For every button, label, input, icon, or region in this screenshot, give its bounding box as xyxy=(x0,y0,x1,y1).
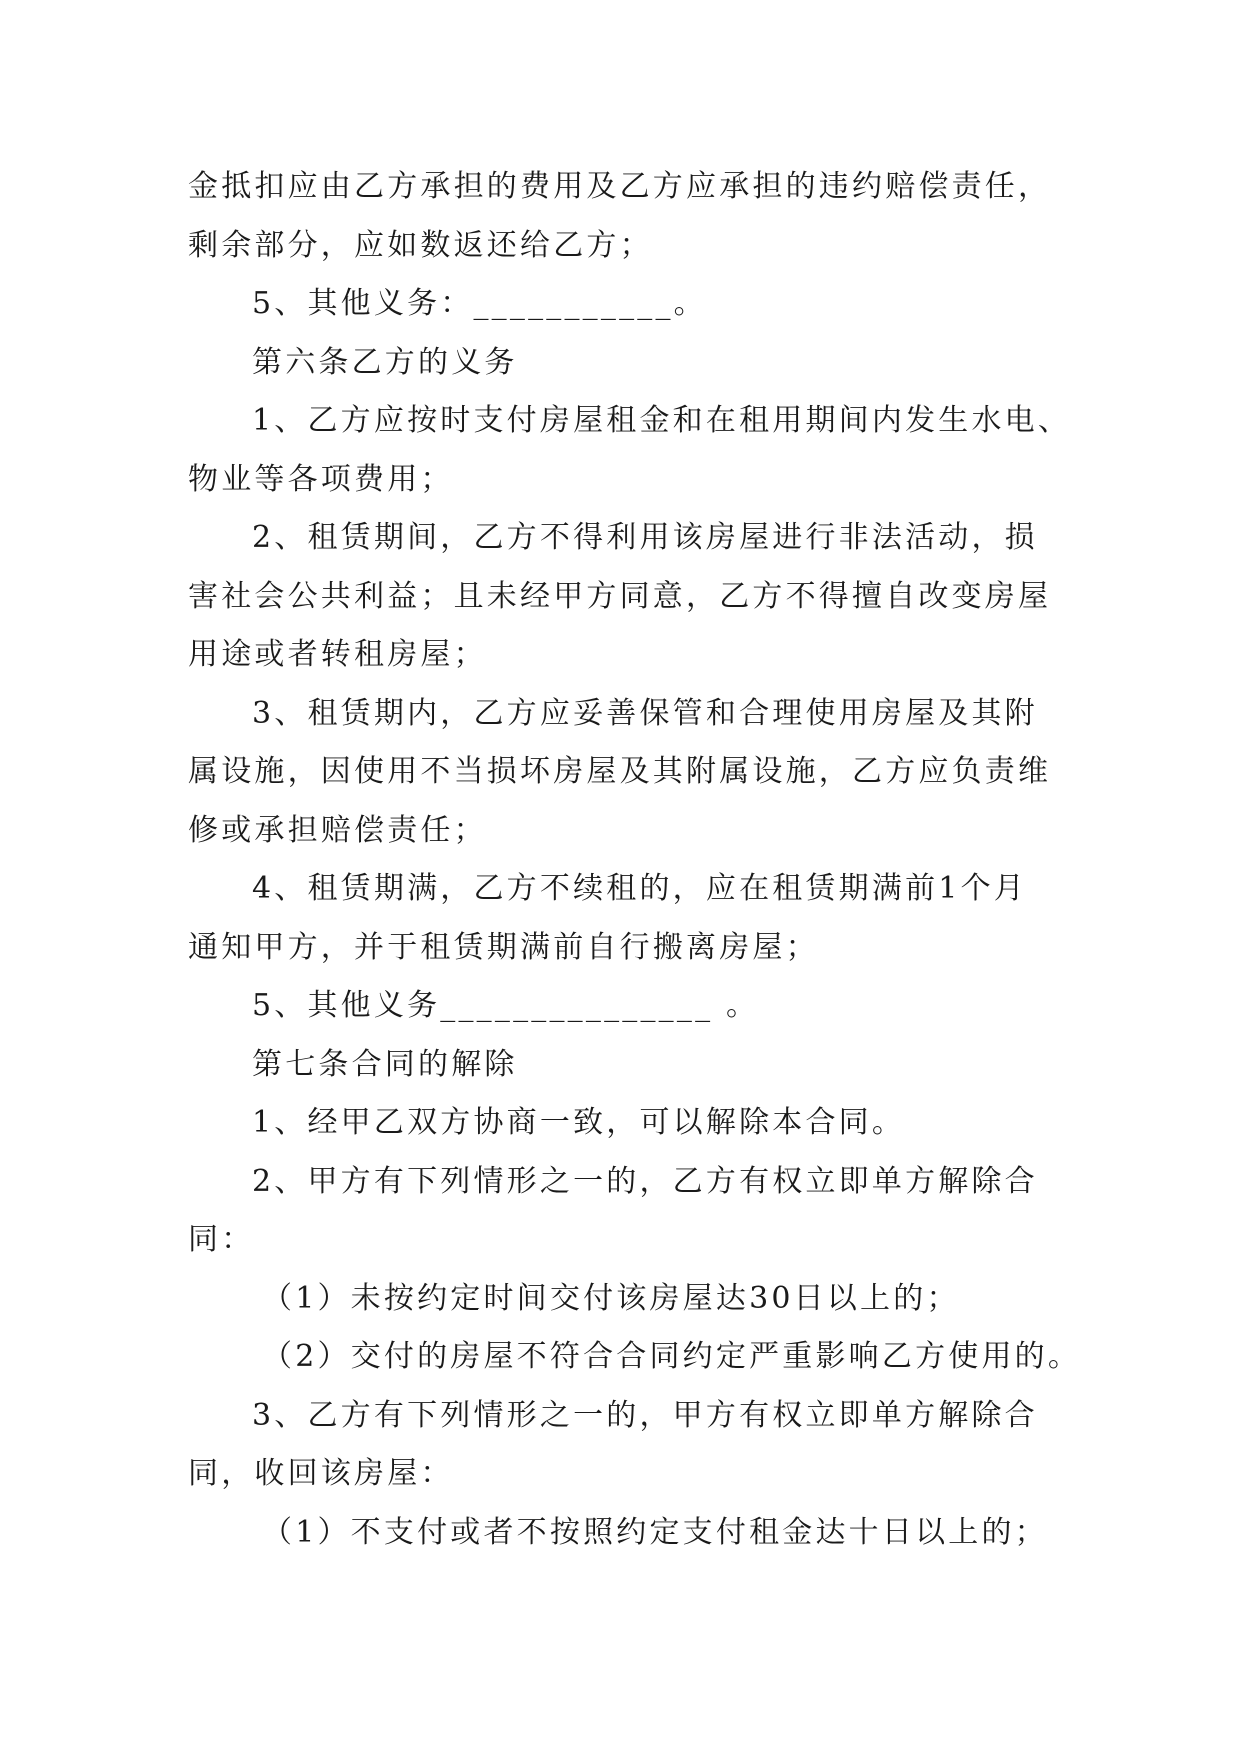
text-line: 1、经甲乙双方协商一致，可以解除本合同。 xyxy=(252,1105,906,1140)
section-heading: 第七条合同的解除 xyxy=(252,1046,518,1082)
text-line: 用途或者转租房屋； xyxy=(188,637,487,672)
text-line: 金抵扣应由乙方承担的费用及乙方应承担的违约赔偿责任， xyxy=(188,169,1052,204)
text-line: 属设施，因使用不当损坏房屋及其附属设施，乙方应负责维 xyxy=(188,754,1052,789)
text-line: 2、租赁期间，乙方不得利用该房屋进行非法活动，损 xyxy=(252,520,1038,555)
text-line: 2、甲方有下列情形之一的，乙方有权立即单方解除合 xyxy=(252,1163,1038,1199)
text-line: 通知甲方，并于租赁期满前自行搬离房屋； xyxy=(188,929,819,965)
document-body xyxy=(188,158,1082,1562)
text-line: 4、租赁期满，乙方不续租的，应在租赁期满前1个月 xyxy=(252,871,1027,906)
text-line: 修或承担赔偿责任； xyxy=(188,812,487,848)
text-line: 物业等各项费用； xyxy=(188,461,454,497)
text-line: 1、乙方应按时支付房屋租金和在租用期间内发生水电、 xyxy=(252,403,1072,438)
text-line: 5、其他义务_______________ 。 xyxy=(252,988,760,1023)
text-line: 同，收回该房屋： xyxy=(188,1456,454,1491)
text-line: 5、其他义务：___________。 xyxy=(252,286,707,321)
text-line: 剩余部分，应如数返还给乙方； xyxy=(188,227,653,263)
text-line: 同： xyxy=(188,1222,255,1257)
text-line: （1）未按约定时间交付该房屋达30日以上的； xyxy=(262,1280,960,1316)
text-line: 3、租赁期内，乙方应妥善保管和合理使用房屋及其附 xyxy=(252,695,1038,731)
text-line: 害社会公共利益；且未经甲方同意，乙方不得擅自改变房屋 xyxy=(188,578,1052,614)
text-line: 3、乙方有下列情形之一的，甲方有权立即单方解除合 xyxy=(252,1397,1038,1433)
text-line: （2）交付的房屋不符合合同约定严重影响乙方使用的。 xyxy=(262,1339,1082,1374)
text-line: （1）不支付或者不按照约定支付租金达十日以上的； xyxy=(262,1514,1048,1550)
section-heading: 第六条乙方的义务 xyxy=(252,344,518,380)
